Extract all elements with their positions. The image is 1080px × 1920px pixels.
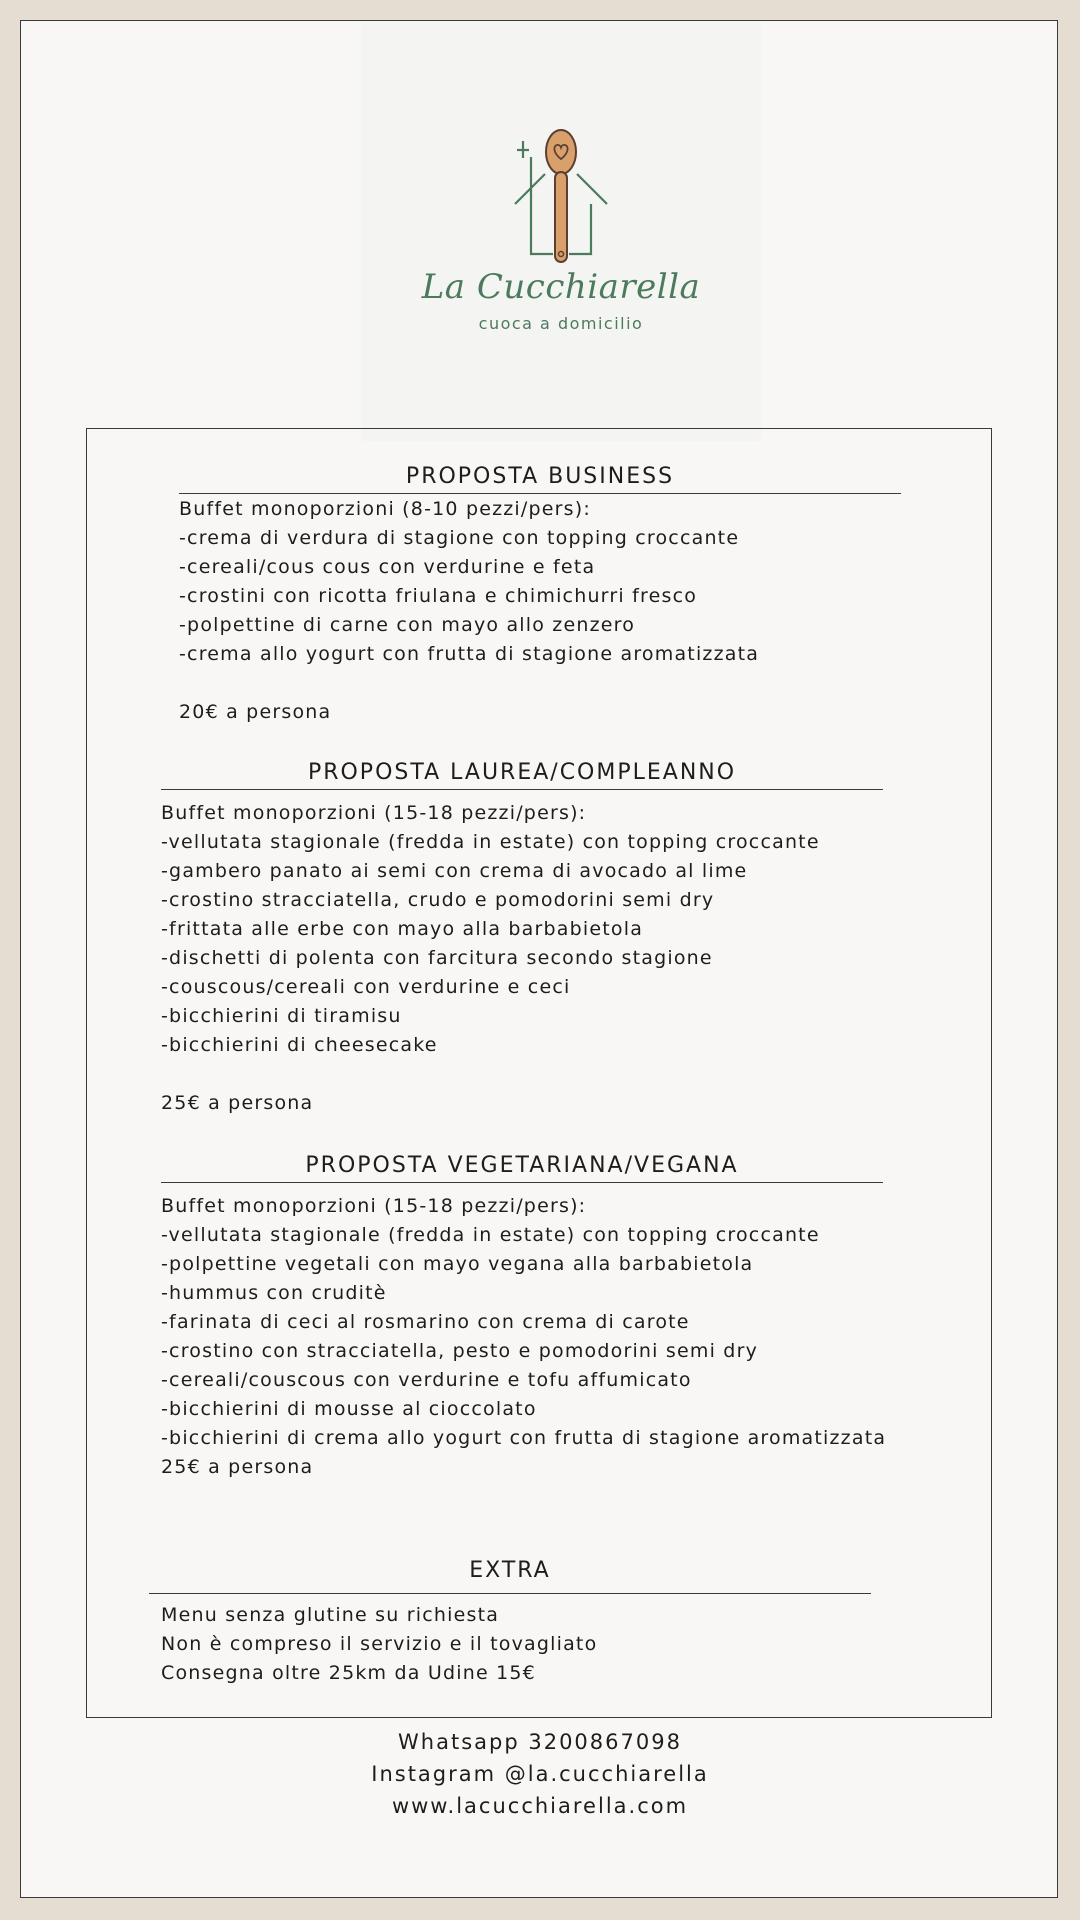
list-item: -crostino stracciatella, crudo e pomodorini semi dry [161, 889, 715, 911]
section-title: EXTRA [149, 1557, 871, 1594]
section-title: PROPOSTA VEGETARIANA/VEGANA [161, 1152, 883, 1183]
list-item: -crostino con stracciatella, pesto e pomodorini semi dry [161, 1340, 759, 1362]
section-vegetariana [161, 1152, 887, 1482]
house-spoon-logo-icon [501, 126, 621, 276]
section-intro: Buffet monoporzioni (15-18 pezzi/pers): [161, 802, 587, 824]
list-item: -hummus con cruditè [161, 1282, 387, 1304]
section-intro: Buffet monoporzioni (8-10 pezzi/pers): [179, 498, 591, 520]
price: 20€ a persona [179, 701, 332, 723]
section-intro: Buffet monoporzioni (15-18 pezzi/pers): [161, 1195, 587, 1217]
list-item: -crema di verdura di stagione con topping croccante [179, 527, 740, 549]
section-business [179, 463, 901, 727]
list-item: Non è compreso il servizio e il tovagliato [161, 1633, 598, 1655]
list-item: -crema allo yogurt con frutta di stagione aromatizzata [179, 643, 760, 665]
list-item: -couscous/cereali con verdurine e ceci [161, 976, 571, 998]
list-item: -vellutata stagionale (fredda in estate) con topping croccante [161, 831, 820, 853]
list-item: -bicchierini di mousse al cioccolato [161, 1398, 537, 1420]
list-item: -bicchierini di crema allo yogurt con frutta di stagione aromatizzata [161, 1427, 887, 1449]
brand-name: La Cucchiarella [421, 267, 701, 307]
list-item: -cereali/cous cous con verdurine e feta [179, 556, 596, 578]
website-link[interactable]: www.lacucchiarella.com [391, 1794, 689, 1818]
list-item: -frittata alle erbe con mayo alla barbabietola [161, 918, 644, 940]
price: 25€ a persona [161, 1456, 314, 1478]
price: 25€ a persona [161, 1092, 314, 1114]
contacts-footer [0, 1726, 1080, 1822]
whatsapp-contact: Whatsapp 3200867098 [398, 1730, 682, 1754]
list-item: -crostini con ricotta friulana e chimichurri fresco [179, 585, 698, 607]
list-item: -bicchierini di tiramisu [161, 1005, 402, 1027]
menu-box [86, 428, 992, 1718]
section-laurea [161, 759, 883, 1118]
list-item: -dischetti di polenta con farcitura secondo stagione [161, 947, 713, 969]
list-item: -polpettine vegetali con mayo vegana alla barbabietola [161, 1253, 754, 1275]
list-item: -bicchierini di cheesecake [161, 1034, 438, 1056]
list-item: -cereali/couscous con verdurine e tofu affumicato [161, 1369, 692, 1391]
list-item: -vellutata stagionale (fredda in estate) con topping croccante [161, 1224, 820, 1246]
list-item: -farinata di ceci al rosmarino con crema di carote [161, 1311, 690, 1333]
section-title: PROPOSTA LAUREA/COMPLEANNO [161, 759, 883, 790]
section-extra [149, 1557, 871, 1688]
instagram-contact: Instagram @la.cucchiarella [371, 1762, 709, 1786]
list-item: Consegna oltre 25km da Udine 15€ [161, 1662, 536, 1684]
list-item: Menu senza glutine su richiesta [161, 1604, 500, 1626]
list-item: -gambero panato ai semi con crema di avocado al lime [161, 860, 748, 882]
logo-area [361, 21, 761, 441]
list-item: -polpettine di carne con mayo allo zenzero [179, 614, 636, 636]
brand-tagline: cuoca a domicilio [478, 314, 644, 333]
section-title: PROPOSTA BUSINESS [179, 463, 901, 494]
